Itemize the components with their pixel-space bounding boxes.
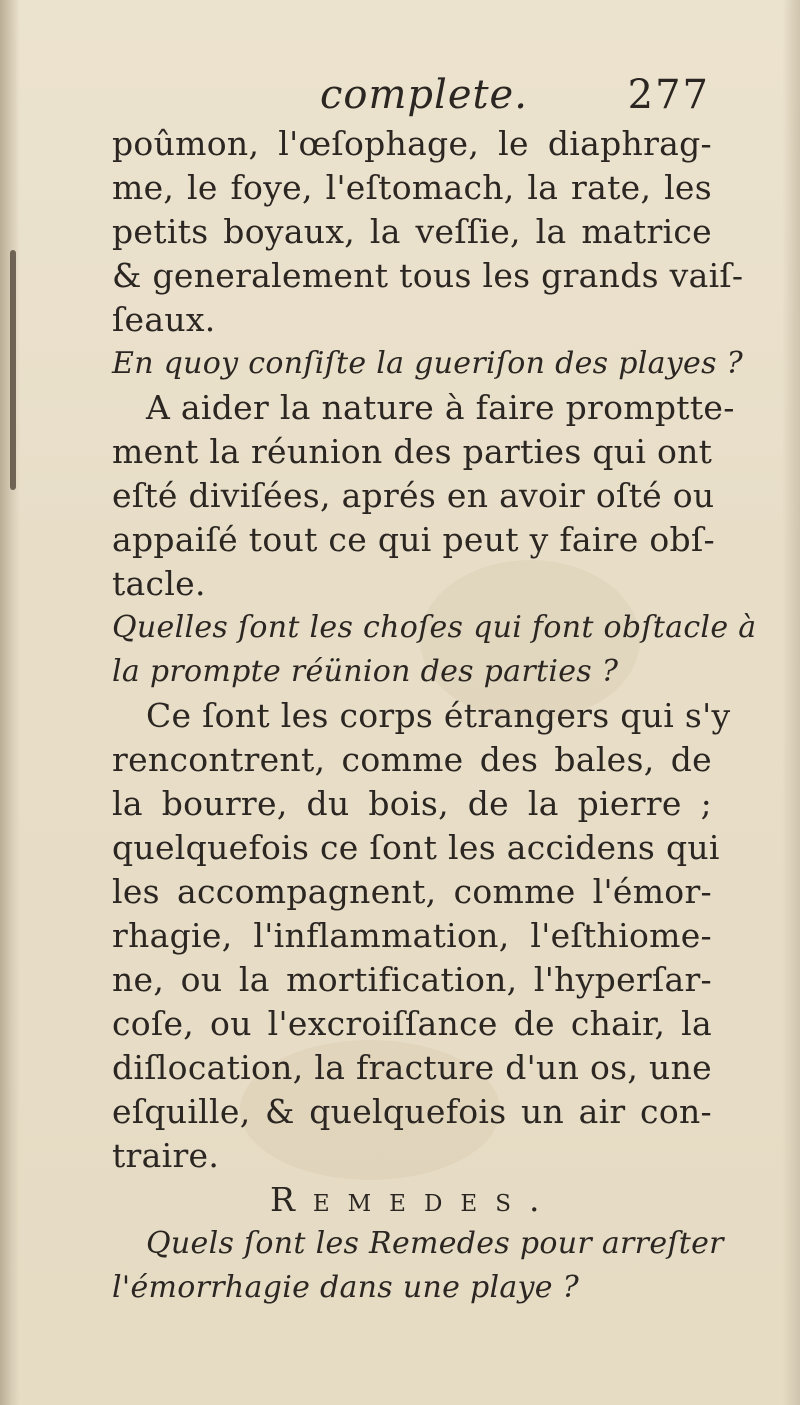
page-number: 277 bbox=[627, 72, 710, 118]
question-line: la prompte réünion des parties ? bbox=[112, 654, 619, 689]
running-head: complete. bbox=[320, 72, 528, 118]
binding-mark bbox=[10, 250, 16, 490]
answer-line: tacle. bbox=[112, 564, 206, 603]
question-line: l'émorrhagie dans une playe ? bbox=[112, 1270, 580, 1305]
answer-line: la bourre, du bois, de la pierre ; bbox=[112, 784, 712, 823]
answer-line: ne, ou la mortification, l'hyperſar- bbox=[112, 960, 712, 999]
answer-line: coſe, ou l'excroiſſance de chair, la bbox=[112, 1004, 712, 1043]
page-header bbox=[110, 68, 710, 128]
question-line: En quoy conſiſte la gueriſon des playes ? bbox=[112, 346, 744, 381]
answer-line: quelquefois ce ſont les accidens qui bbox=[112, 828, 720, 867]
page-body bbox=[112, 122, 757, 1310]
text-line: ſeaux. bbox=[112, 300, 216, 339]
answer-line: Ce ſont les corps étrangers qui s'y bbox=[146, 696, 731, 735]
answer-line: eſté diviſées, aprés en avoir oſté ou bbox=[112, 476, 715, 515]
question-line: Quels ſont les Remedes pour arreſter bbox=[146, 1226, 724, 1261]
text-line: petits boyaux, la veſſie, la matrice bbox=[112, 212, 712, 251]
answer-line: rhagie, l'inflammation, l'eſthiome- bbox=[112, 916, 712, 955]
answer-line: rencontrent, comme des bales, de bbox=[112, 740, 712, 779]
text-line: & generalement tous les grands vaiſ- bbox=[112, 256, 744, 295]
answer-line: diſlocation, la fracture d'un os, une bbox=[112, 1048, 712, 1087]
answer-line: les accompagnent, comme l'émor- bbox=[112, 872, 712, 911]
answer-line: appaiſé tout ce qui peut y faire obſ- bbox=[112, 520, 715, 559]
page-right-edge bbox=[782, 0, 800, 1405]
question-line: Quelles ſont les choſes qui font obſtacle à bbox=[112, 610, 757, 645]
answer-line: A aider la nature à faire promptte- bbox=[146, 388, 735, 427]
section-heading: Remedes. bbox=[270, 1180, 558, 1219]
answer-line: ment la réunion des parties qui ont bbox=[112, 432, 713, 471]
text-line: me, le foye, l'eſtomach, la rate, les bbox=[112, 168, 712, 207]
text-line: poûmon, l'œſophage, le diaphrag- bbox=[112, 124, 712, 163]
page-left-edge bbox=[0, 0, 20, 1405]
answer-line: eſquille, & quelquefois un air con- bbox=[112, 1092, 712, 1131]
answer-line: traire. bbox=[112, 1136, 220, 1175]
